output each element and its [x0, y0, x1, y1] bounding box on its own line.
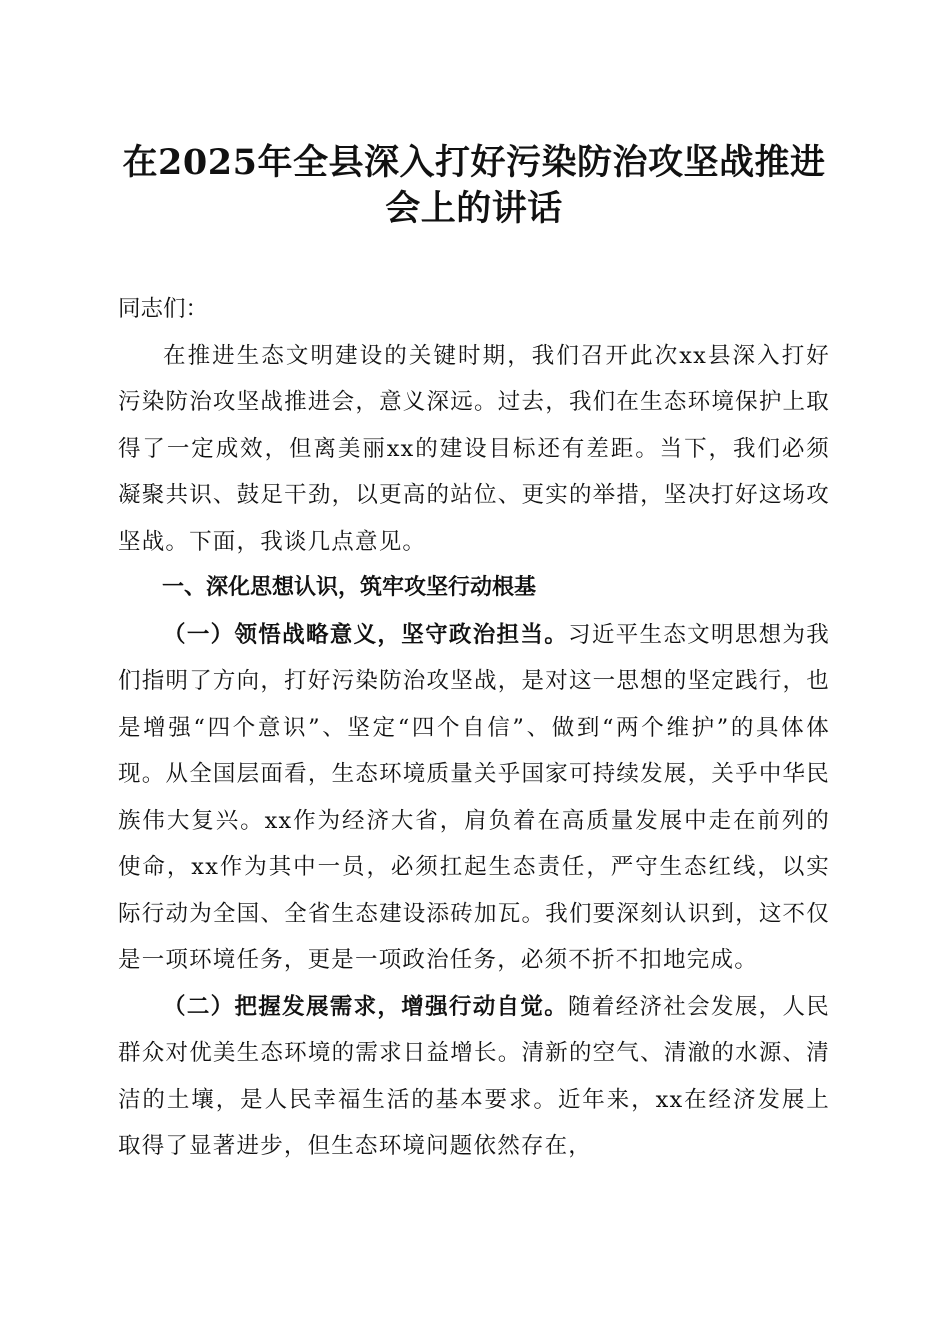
document-title [118, 140, 830, 232]
paragraph-2-lead: （二）把握发展需求，增强行动自觉。 [163, 993, 569, 1020]
salutation: 同志们： [118, 296, 209, 322]
paragraph-2-body: 随着经济社会发展，人民群众对优美生态环境的需求日益增长。清新的空气、清澈的水源、清洁的土壤，是人民幸福生活的基本要求。近年来，xx在经济发展上取得了显著进步，但生态环境问题依然存在， [118, 993, 831, 1159]
document-title-line-1: 在2025年全县深入打好污染防治攻坚战推进 [122, 142, 826, 183]
paragraph-1-body: 习近平生态文明思想为我们指明了方向，打好污染防治攻坚战，是对这一思想的坚定践行，也是增强“四个意识”、坚定“四个自信”、做到“两个维护”的具体体现。从全国层面看，生态环境质量关乎国家可持续发展，关乎中华民族伟大复兴。xx作为经济大省，肩负着在高质量发展中走在前列的使命，xx作为其中一员，必须扛起生态责任，严守生态红线，以实际行动为全国、全省生态建设添砖加瓦。我们要深刻认识到，这不仅是一项环境任务，更是一项政治任务，必须不折不扣地完成。 [118, 621, 831, 973]
section-heading-1: 一、深化思想认识，筑牢攻坚行动根基 [162, 575, 537, 600]
intro-paragraph: 在推进生态文明建设的关键时期，我们召开此次xx县深入打好污染防治攻坚战推进会，意义深远。过去，我们在生态环境保护上取得了一定成效，但离美丽xx的建设目标还有差距。当下，我们必须凝聚共识、鼓足干劲，以更高的站位、更实的举措，坚决打好这场攻坚战。下面，我谈几点意见。 [118, 342, 830, 555]
paragraph-1-lead: （一）领悟战略意义，坚守政治担当。 [163, 621, 569, 648]
document-title-line-2: 会上的讲话 [385, 188, 563, 229]
paragraph-2 [118, 984, 830, 1170]
document-body [118, 286, 830, 1170]
document-page [118, 140, 830, 1170]
paragraph-1 [118, 612, 830, 984]
